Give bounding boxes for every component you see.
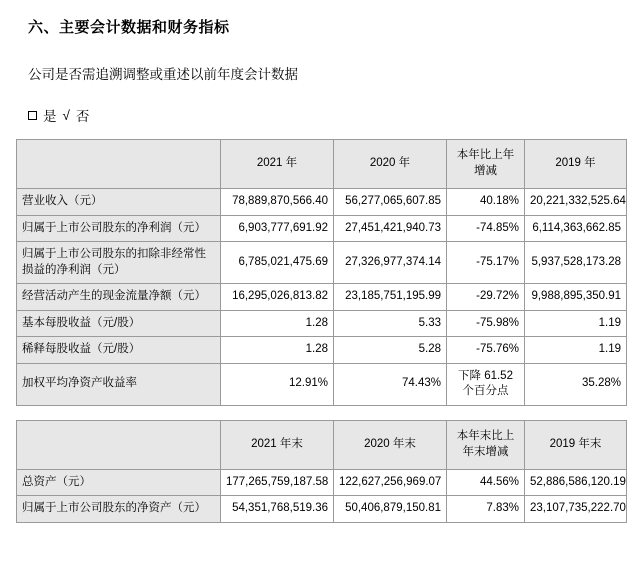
cell-value: -29.72% bbox=[447, 284, 525, 311]
table-row bbox=[17, 284, 627, 311]
column-header-change: 本年比上年增减 bbox=[447, 140, 525, 189]
cell-value: 74.43% bbox=[334, 363, 447, 405]
cell-value: 52,886,586,120.19 bbox=[525, 469, 627, 496]
cell-value: 50,406,879,150.81 bbox=[334, 496, 447, 523]
cell-value: 1.19 bbox=[525, 310, 627, 337]
table-row bbox=[17, 242, 627, 284]
table-header-row bbox=[17, 140, 627, 189]
table-row bbox=[17, 189, 627, 216]
column-header-2021-end: 2021 年末 bbox=[221, 420, 334, 469]
row-label: 归属于上市公司股东的扣除非经常性损益的净利润（元） bbox=[17, 242, 221, 284]
table-row bbox=[17, 496, 627, 523]
column-header-2019: 2019 年 bbox=[525, 140, 627, 189]
cell-value: 6,903,777,691.92 bbox=[221, 215, 334, 242]
cell-value: 1.19 bbox=[525, 337, 627, 364]
cell-value: 35.28% bbox=[525, 363, 627, 405]
row-label: 总资产（元） bbox=[17, 469, 221, 496]
column-header-2019-end: 2019 年末 bbox=[525, 420, 627, 469]
cell-value: -75.17% bbox=[447, 242, 525, 284]
cell-value: 27,451,421,940.73 bbox=[334, 215, 447, 242]
row-label: 营业收入（元） bbox=[17, 189, 221, 216]
annual-financial-data-table bbox=[16, 139, 627, 406]
retrospective-choice bbox=[28, 105, 624, 125]
cell-value: 27,326,977,374.14 bbox=[334, 242, 447, 284]
cell-value: 7.83% bbox=[447, 496, 525, 523]
year-end-financial-data-table bbox=[16, 420, 627, 523]
row-label: 归属于上市公司股东的净资产（元） bbox=[17, 496, 221, 523]
column-header-2020-end: 2020 年末 bbox=[334, 420, 447, 469]
cell-value: 1.28 bbox=[221, 310, 334, 337]
column-header-item bbox=[17, 140, 221, 189]
row-label: 基本每股收益（元/股） bbox=[17, 310, 221, 337]
cell-value: 23,107,735,222.70 bbox=[525, 496, 627, 523]
row-label: 经营活动产生的现金流量净额（元） bbox=[17, 284, 221, 311]
row-label: 加权平均净资产收益率 bbox=[17, 363, 221, 405]
cell-value: -75.76% bbox=[447, 337, 525, 364]
column-header-item bbox=[17, 420, 221, 469]
cell-value: 下降 61.52 个百分点 bbox=[447, 363, 525, 405]
cell-value: 40.18% bbox=[447, 189, 525, 216]
cell-value: 5.33 bbox=[334, 310, 447, 337]
cell-value: 54,351,768,519.36 bbox=[221, 496, 334, 523]
table-row bbox=[17, 215, 627, 242]
cell-value: 6,785,021,475.69 bbox=[221, 242, 334, 284]
cell-value: 44.56% bbox=[447, 469, 525, 496]
cell-value: 177,265,759,187.58 bbox=[221, 469, 334, 496]
cell-value: -74.85% bbox=[447, 215, 525, 242]
table-row bbox=[17, 310, 627, 337]
cell-value: 56,277,065,607.85 bbox=[334, 189, 447, 216]
cell-value: 5,937,528,173.28 bbox=[525, 242, 627, 284]
cell-value: 9,988,895,350.91 bbox=[525, 284, 627, 311]
column-header-2020: 2020 年 bbox=[334, 140, 447, 189]
column-header-change: 本年末比上年末增减 bbox=[447, 420, 525, 469]
table-header-row bbox=[17, 420, 627, 469]
cell-value: 12.91% bbox=[221, 363, 334, 405]
cell-value: 1.28 bbox=[221, 337, 334, 364]
table-row bbox=[17, 363, 627, 405]
intro-paragraph: 公司是否需追溯调整或重述以前年度会计数据 bbox=[28, 67, 298, 82]
table-row bbox=[17, 469, 627, 496]
cell-value: 16,295,026,813.82 bbox=[221, 284, 334, 311]
cell-value: 20,221,332,525.64 bbox=[525, 189, 627, 216]
choice-yes-label: 是 bbox=[43, 109, 57, 124]
cell-value: 6,114,363,662.85 bbox=[525, 215, 627, 242]
cell-value: 122,627,256,969.07 bbox=[334, 469, 447, 496]
check-icon: √ bbox=[62, 107, 70, 123]
row-label: 归属于上市公司股东的净利润（元） bbox=[17, 215, 221, 242]
cell-value: 5.28 bbox=[334, 337, 447, 364]
table-row bbox=[17, 337, 627, 364]
cell-value: -75.98% bbox=[447, 310, 525, 337]
page-title: 六、主要会计数据和财务指标 bbox=[28, 19, 230, 36]
column-header-2021: 2021 年 bbox=[221, 140, 334, 189]
choice-no-label: 否 bbox=[75, 109, 90, 124]
row-label: 稀释每股收益（元/股） bbox=[17, 337, 221, 364]
checkbox-unchecked-icon[interactable] bbox=[28, 111, 37, 120]
cell-value: 78,889,870,566.40 bbox=[221, 189, 334, 216]
cell-value: 23,185,751,195.99 bbox=[334, 284, 447, 311]
